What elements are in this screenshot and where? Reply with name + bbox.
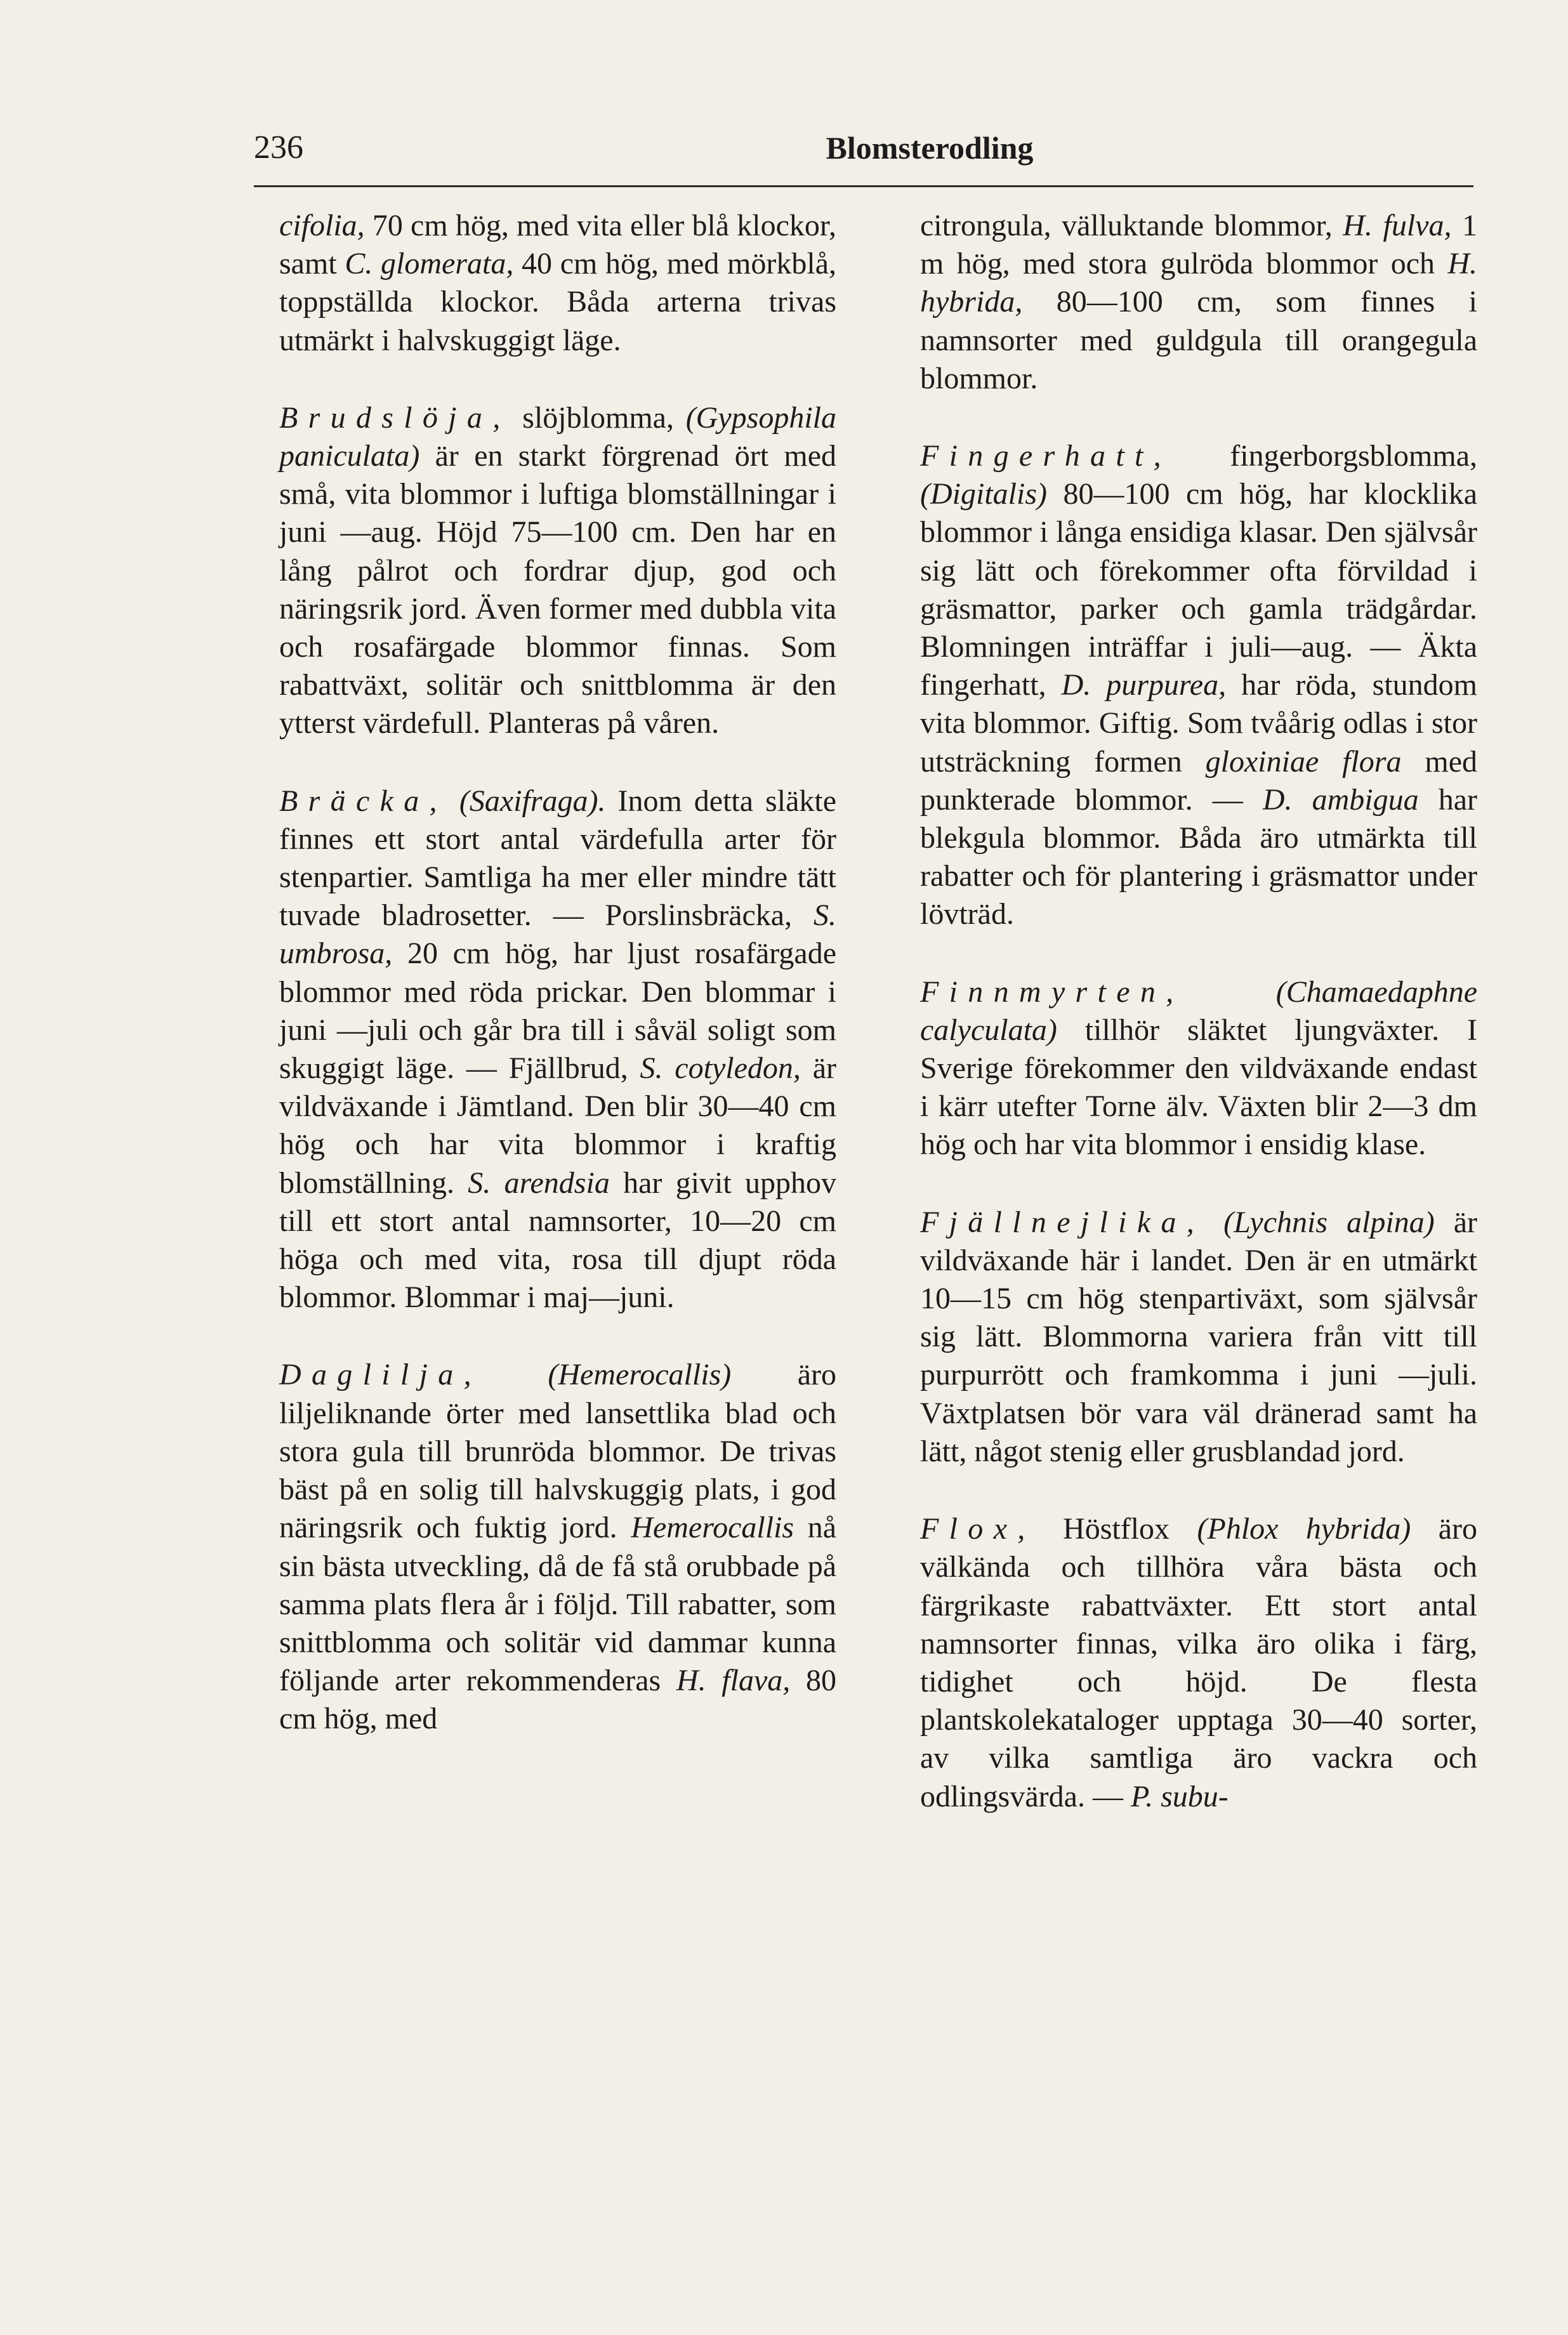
text-run: äro välkända och tillhöra våra bästa och färgrikaste rabattväxter. Ett stort antal namnsorter finnas, vilka äro olika i färg, tidighet och höjd. De flesta plantskolekataloger upptaga 30—40 sorter, av vilka samtliga äro vackra och odlingsvärda. — — [920, 1512, 1478, 1813]
running-title: Blomsterodling — [826, 130, 1034, 166]
text-run: 80—100 cm, som finnes i namnsorter med guldgula till orangegula blommor. — [920, 285, 1477, 395]
paragraph — [920, 207, 1477, 398]
text-run: fingerborgsblomma, — [1171, 439, 1477, 473]
text-run: slöjblomma, — [510, 400, 686, 435]
italic-text: (Digitalis) — [920, 477, 1047, 511]
paragraph — [920, 973, 1477, 1164]
italic-text: S. arendsia — [468, 1166, 610, 1200]
italic-text: (Chamaedaphne calyculata) — [920, 975, 1477, 1047]
text-run: 70 cm hög, med vita eller blå klockor, samt — [279, 209, 836, 281]
italic-text: (Gypsophila paniculata) — [279, 400, 836, 473]
paragraph — [920, 1510, 1477, 1816]
text-run: Inom detta släkte finnes ett stort antal värdefulla arter för stenpartier. Samtliga ha mer eller mindre tätt tuvade bladrosetter. — Porslinsbräcka, — [279, 784, 837, 933]
text-run: är vildväxande i Jämtland. Den blir 30—40 cm hög och har vita blommor i kraftig blomställning. — [279, 1051, 836, 1200]
text-run — [1183, 975, 1275, 1009]
italic-text: D. ambigua — [1262, 782, 1419, 817]
italic-text: cifolia, — [279, 209, 365, 242]
italic-text: S. umbrosa, — [279, 898, 836, 971]
italic-text: Hemerocallis — [631, 1511, 794, 1545]
italic-text: H. flava, — [676, 1664, 791, 1698]
paragraph — [279, 399, 836, 743]
text-run — [482, 1358, 548, 1391]
italic-text: S. cotyledon, — [640, 1051, 801, 1086]
text-run: citrongula, välluktande blommor, — [920, 209, 1343, 242]
text-run: har röda, stundom vita blommor. Giftig. Som tvåårig odlas i stor utsträckning formen — [920, 668, 1477, 779]
left-column — [279, 207, 836, 1739]
entry-heading: Fingerhatt, — [920, 439, 1171, 473]
italic-text: (Lychnis alpina) — [1223, 1205, 1435, 1239]
text-run: 80 cm hög, med — [279, 1664, 837, 1736]
text-run: är vildväxande här i landet. Den är en utmärkt 10—15 cm hög stenpartiväxt, som självsår sig lätt. Blommorna variera från vitt till purpurrött och framkomma i juni —juli. Växtplatsen bör vara väl dränerad samt ha lätt, något stenig eller grusblandad jord. — [920, 1205, 1478, 1468]
italic-text: D. purpurea, — [1061, 668, 1227, 702]
italic-text: (Saxifraga). — [459, 784, 606, 818]
italic-text: (Hemerocallis) — [548, 1358, 732, 1392]
header-rule — [254, 185, 1473, 187]
italic-text: C. glomerata, — [345, 247, 514, 281]
text-run: Höstflox — [1035, 1512, 1197, 1546]
text-run: har givit upphov till ett stort antal namnsorter, 10—20 cm höga och med vita, rosa till djupt röda blommor. Blommar i maj—juni. — [279, 1166, 836, 1315]
italic-text: gloxiniae flora — [1205, 744, 1402, 779]
page-header — [254, 126, 1472, 170]
italic-text: P. subu- — [1130, 1779, 1229, 1813]
right-column — [920, 207, 1477, 1816]
text-run: med punkterade blommor. — — [920, 744, 1477, 817]
text-run: 40 cm hög, med mörkblå, toppställda klockor. Båda arterna trivas utmärkt i halvskuggigt läge. — [279, 247, 836, 357]
italic-text: H. fulva, — [1343, 209, 1452, 242]
text-run: tillhör släktet ljungväxter. I Sverige förekommer den vildväxande endast i kärr utefter Torne älv. Växten blir 2—3 dm hög och har vita blommor i ensidig klase. — [920, 1013, 1477, 1162]
text-run: nå sin bästa utveckling, då de få stå orubbade på samma plats flera år i följd. Till rabatter, som snittblomma och solitär vid dammar kunna följande arter rekommenderas — [279, 1511, 837, 1698]
entry-heading: Daglilja, — [279, 1358, 482, 1392]
paragraph — [279, 782, 836, 1317]
paragraph — [920, 1204, 1477, 1471]
italic-text: H. hybrida, — [920, 247, 1477, 319]
entry-heading: Brudslöja, — [279, 400, 511, 435]
text-run: 80—100 cm hög, har klocklika blommor i långa ensidiga klasar. Den självsår sig lätt och förekommer ofta förvildad i gräsmattor, parker och gamla trädgårdar. Blomningen inträffar i juli—aug. — Äkta fingerhatt, — [920, 477, 1477, 702]
text-run: 20 cm hög, har ljust rosafärgade blommor med röda prickar. Den blommar i juni —juli och går bra till i såväl soligt som skuggigt läge. — Fjällbrud, — [279, 937, 836, 1086]
page-number: 236 — [254, 129, 303, 166]
text-run: är en starkt förgrenad ört med små, vita blommor i luftiga blomställningar i juni —aug. Höjd 75—100 cm. Den har en lång pålrot och fordrar djup, god och näringsrik jord. Även former med dubbla vita och rosafärgade blommor finnas. Som rabattväxt, solitär och snittblomma är den ytterst värdefull. Planteras på våren. — [279, 439, 836, 740]
paragraph — [279, 1356, 836, 1738]
entry-heading: Bräcka, — [279, 784, 447, 818]
text-run — [447, 784, 459, 818]
italic-text: (Phlox hybrida) — [1197, 1512, 1411, 1546]
text-run: 1 m hög, med stora gulröda blommor och — [920, 209, 1478, 281]
paragraph — [279, 207, 836, 360]
text-run: har blekgula blommor. Båda äro utmärkta till rabatter och för plantering i gräsmattor under lövträd. — [920, 782, 1478, 931]
entry-heading: Flox, — [920, 1512, 1036, 1546]
text-run: äro liljeliknande örter med lansettlika blad och stora gula till brunröda blommor. De trivas bäst på en solig till halvskuggig plats, i god näringsrik och fuktig jord. — [279, 1358, 836, 1545]
paragraph — [920, 437, 1477, 934]
entry-heading: Fjällnejlika, — [920, 1205, 1205, 1239]
entry-heading: Finnmyrten, — [920, 975, 1184, 1009]
text-run — [1204, 1206, 1223, 1239]
